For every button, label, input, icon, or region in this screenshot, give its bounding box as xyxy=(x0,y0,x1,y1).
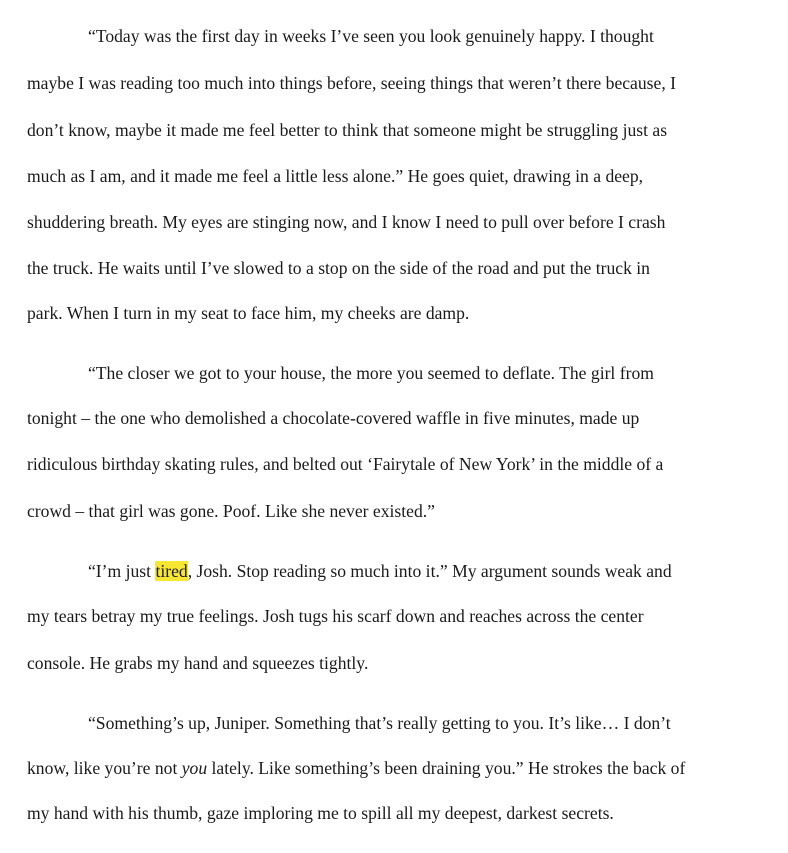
p3-line-2: my tears betray my true feelings. Josh tugs his scarf down and reaches across the center xyxy=(27,606,644,626)
p2-line-3: ridiculous birthday skating rules, and belted out ‘Fairytale of New York’ in the middle of a xyxy=(27,454,664,474)
p1-line-4: much as I am, and it made me feel a little less alone.” He goes quiet, drawing in a deep, xyxy=(27,166,644,186)
p4-line-2-after: lately. Like something’s been draining you.” He strokes the back of xyxy=(207,758,686,778)
p1-line-1: “Today was the first day in weeks I’ve seen you look genuinely happy. I thought xyxy=(88,26,654,46)
p4-line-2 xyxy=(27,756,685,780)
p2-line-1: “The closer we got to your house, the more you seemed to deflate. The girl from xyxy=(88,363,654,383)
emphasized-word: you xyxy=(181,758,208,778)
p2-line-2: tonight – the one who demolished a chocolate-covered waffle in five minutes, made up xyxy=(27,408,640,428)
p1-line-2: maybe I was reading too much into things before, seeing things that weren’t there because, I xyxy=(27,73,676,93)
p3-line-1-before: “I’m just xyxy=(88,561,156,581)
p2-line-4: crowd – that girl was gone. Poof. Like she never existed.” xyxy=(27,501,435,521)
p4-line-3: my hand with his thumb, gaze imploring me to spill all my deepest, darkest secrets. xyxy=(27,803,614,823)
highlighted-word: tired xyxy=(155,561,188,581)
p4-line-1: “Something’s up, Juniper. Something that’s really getting to you. It’s like… I don’t xyxy=(88,713,671,733)
p3-line-1 xyxy=(88,559,672,583)
p1-line-6: the truck. He waits until I’ve slowed to a stop on the side of the road and put the truck in xyxy=(27,258,650,278)
p3-line-3: console. He grabs my hand and squeezes tightly. xyxy=(27,653,369,673)
p3-line-1-after: , Josh. Stop reading so much into it.” My argument sounds weak and xyxy=(187,561,672,581)
p1-line-7: park. When I turn in my seat to face him, my cheeks are damp. xyxy=(27,303,470,323)
p1-line-5: shuddering breath. My eyes are stinging now, and I know I need to pull over before I crash xyxy=(27,212,666,232)
p4-line-2-before: know, like you’re not xyxy=(27,758,182,778)
p1-line-3: don’t know, maybe it made me feel better to think that someone might be struggling just as xyxy=(27,120,668,140)
